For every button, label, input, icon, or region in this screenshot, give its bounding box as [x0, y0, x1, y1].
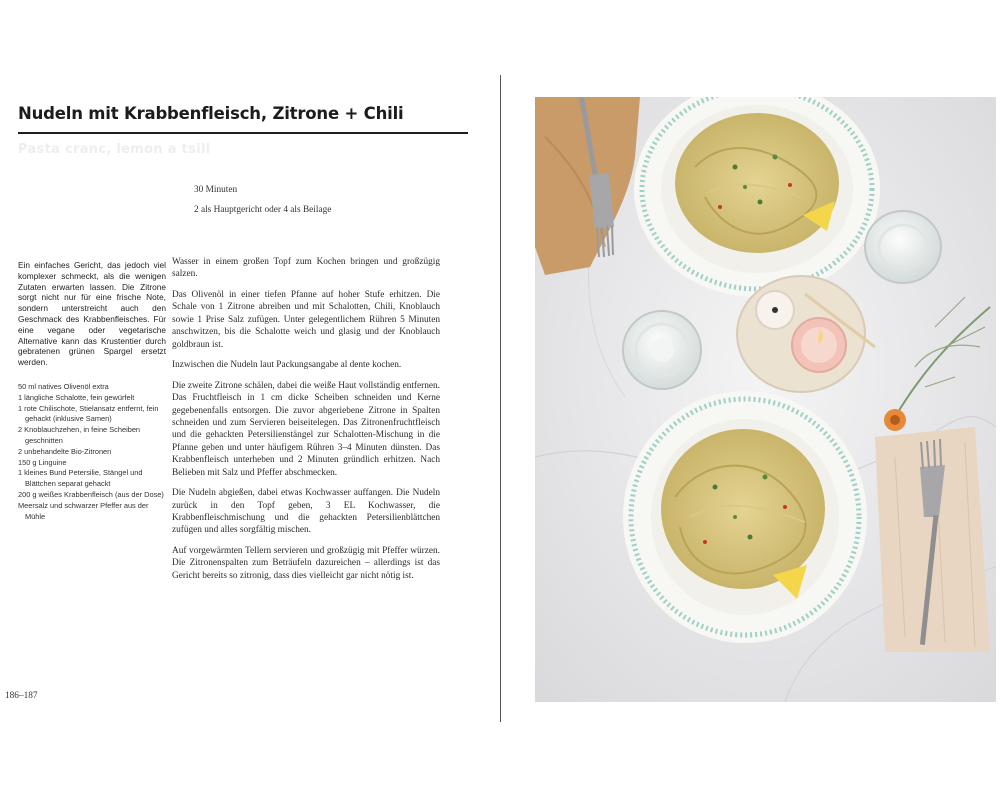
ingredient-item: 200 g weißes Krabbenfleisch (aus der Dose) — [18, 489, 164, 499]
step-paragraph: Die Nudeln abgießen, dabei etwas Kochwasser auffangen. Die Nudeln zurück in den Topf geben, 3 EL Kochwasser, die Krabbenfleischmischung und die gehackten Petersilienblättchen zufügen und alles sorgfältig mischen. — [172, 488, 440, 536]
ingredient-item: 150 g Linguine — [18, 457, 67, 467]
ingredient-item: 50 ml natives Olivenöl extra — [18, 382, 109, 391]
water-glass-left — [623, 311, 701, 389]
food-photo-illustration — [535, 97, 996, 702]
ingredient-item: 1 rote Chilischote, Stielansatz entfernt, fein gehackt (inklusive Samen) — [18, 403, 159, 424]
plate-bottom — [623, 391, 867, 643]
step-paragraph: Auf vorgewärmten Tellern servieren und großzügig mit Pfeffer würzen. Die Zitronenspalten zum Beträufeln dazureichen – allerdings ist das Gericht bereits so zitronig, dass dies vielleicht gar nicht nötig ist. — [172, 546, 440, 581]
step-paragraph: Die zweite Zitrone schälen, dabei die weiße Haut vollständig entfernen. Das Fruchtfleisch in 1 cm dicke Scheiben schneiden und Kerne gegebenenfalls entsorgen. Die zuvor abgeriebene Zitrone in Spalten schneiden und zum Servieren beiseitelegen. Das Zitronenfruchtfleisch und die gehackten Petersilienstängel zur Schalotten-Mischung in die Pfanne geben und unter häufigem Rühren 3–4 Minuten dünsten. Das Krabbenfleisch unterheben und 2 Minuten gründlich erhitzen. Nach Belieben mit Salz und Pfeffer abschmecken. — [172, 380, 440, 478]
ingredient-item: 2 unbehandelte Bio-Zitronen — [18, 446, 112, 456]
step-paragraph: Das Olivenöl in einer tiefen Pfanne auf hoher Stufe erhitzen. Die Schale von 1 Zitrone abreiben und mit Schalotten, Chili, Knoblauch sowie 1 Prise Salz zufügen. Unter gelegentlichem Rühren 5 Minuten anschwitzen, bis die Schalotte weich und glasig und der Knoblauch goldbraun ist. — [172, 290, 440, 350]
intro-text: Ein einfaches Gericht, das jedoch viel komplexer schmeckt, als die wenigen Zutaten erwarten lassen. Die Zitrone sorgt nicht nur für eine frische Note, sondern unterstreicht auch den Geschmack des Krabbenfleisches. Für eine vegane oder vegetarische Alternative kann das Krustentier durch gebratenen grünen Spargel ersetzt werden. — [18, 260, 166, 368]
step-paragraph: Wasser in einem großen Topf zum Kochen bringen und großzügig salzen. — [172, 257, 440, 280]
food-photo — [535, 97, 996, 702]
recipe-title: Nudeln mit Krabbenfleisch, Zitrone + Chili — [18, 104, 404, 123]
book-spine-divider — [500, 75, 501, 722]
recipe-meta — [194, 181, 331, 220]
ingredient-item: Meersalz und schwarzer Pfeffer aus der Mühle — [18, 500, 149, 521]
title-rule — [18, 132, 468, 134]
step-paragraph: Inzwischen die Nudeln laut Packungsangabe al dente kochen. — [172, 360, 402, 371]
recipe-intro — [18, 260, 166, 368]
ingredient-item: 1 längliche Schalotte, fein gewürfelt — [18, 392, 135, 402]
ingredient-list — [18, 382, 166, 522]
recipe-steps — [172, 256, 440, 590]
recipe-subtitle: Pasta cranc, lemon a tsili — [18, 142, 211, 157]
recipe-servings: 2 als Hauptgericht oder 4 als Beilage — [194, 204, 332, 215]
ingredient-item: 1 kleines Bund Petersilie, Stängel und Blättchen separat gehackt — [18, 468, 143, 489]
page-numbers: 186–187 — [5, 691, 38, 701]
wine-glass-right — [865, 211, 941, 283]
ingredient-item: 2 Knoblauchzehen, in feine Scheiben geschnitten — [18, 425, 141, 445]
recipe-time: 30 Minuten — [194, 185, 238, 195]
